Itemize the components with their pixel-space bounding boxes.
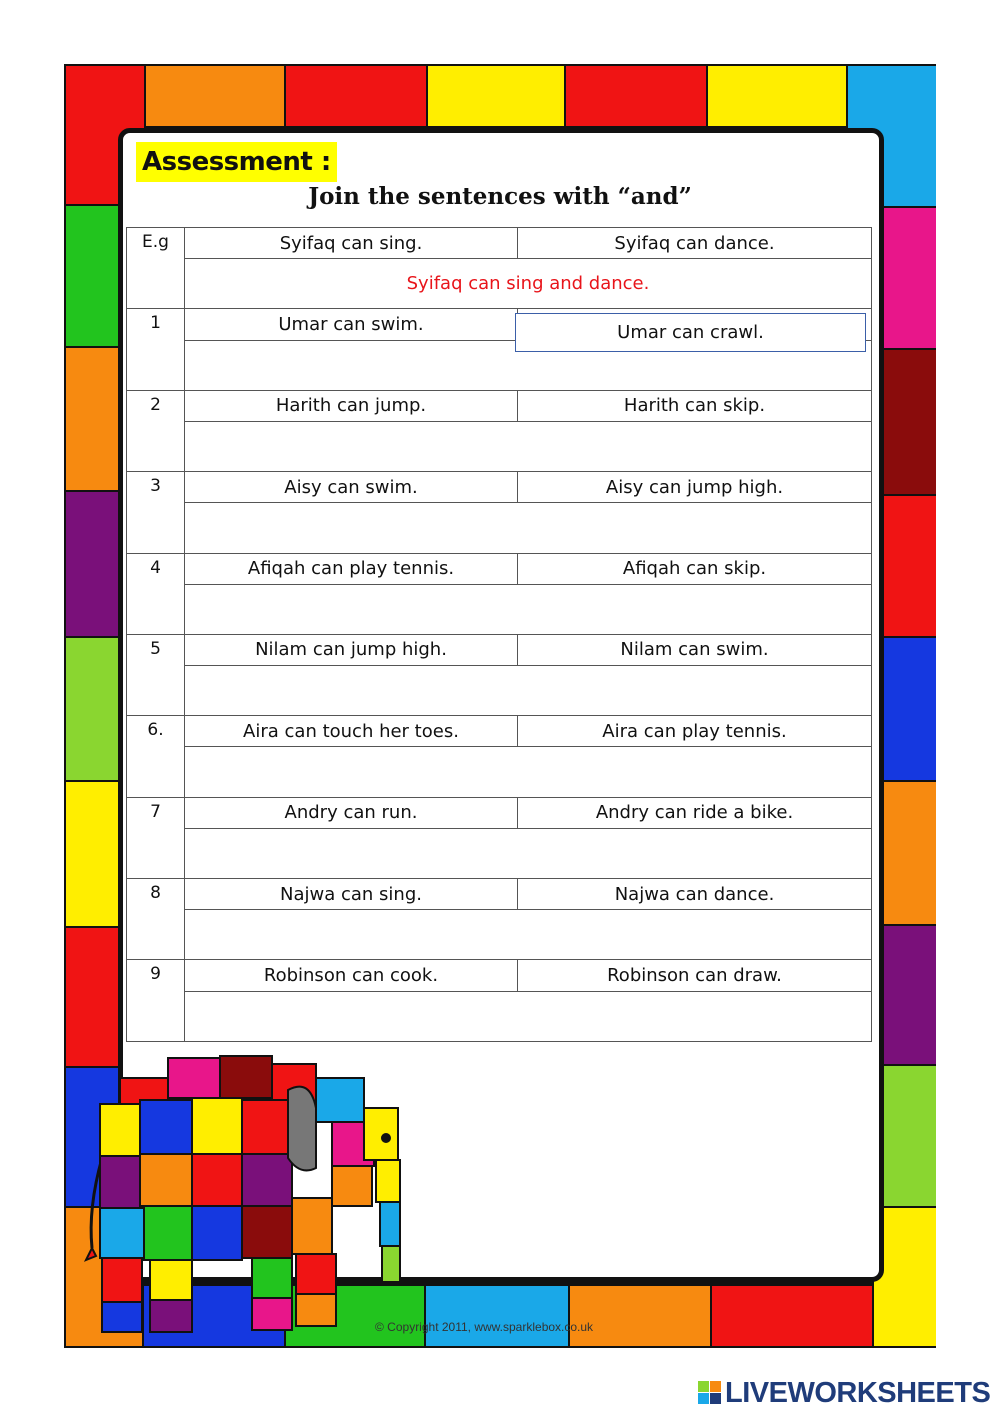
- border-tile: [564, 64, 708, 128]
- answer-input-4[interactable]: [185, 584, 872, 634]
- answer-input-7[interactable]: [185, 828, 872, 878]
- border-tile: [706, 64, 848, 128]
- border-tile: [64, 926, 120, 1068]
- table-row: [127, 797, 872, 828]
- border-tile: [710, 1284, 874, 1348]
- table-row: [127, 390, 872, 421]
- border-tile: [64, 490, 120, 638]
- row-number: 5: [127, 634, 185, 715]
- draggable-answer-box[interactable]: Umar can crawl.: [515, 313, 866, 352]
- border-tile: [144, 64, 286, 128]
- answer-input-8[interactable]: [185, 910, 872, 960]
- border-tile: [424, 1284, 570, 1348]
- row-number: 4: [127, 553, 185, 634]
- sentence-first: Andry can run.: [185, 797, 518, 828]
- sentence-first: Nilam can jump high.: [185, 634, 518, 665]
- row-number: 7: [127, 797, 185, 878]
- border-tile: [882, 636, 936, 782]
- row-number: 9: [127, 960, 185, 1042]
- border-tile: [882, 780, 936, 926]
- table-row: [127, 421, 872, 471]
- border-tile: [64, 780, 120, 928]
- assessment-title: Assessment :: [136, 142, 337, 182]
- border-tile: [882, 924, 936, 1066]
- instruction-heading: Join the sentences with “and”: [308, 183, 692, 210]
- example-answer: Syifaq can sing and dance.: [185, 259, 872, 309]
- table-row: [127, 472, 872, 503]
- example-label: E.g: [127, 228, 185, 309]
- border-tile: [882, 348, 936, 496]
- sentence-first: Syifaq can sing.: [185, 228, 518, 259]
- sentence-second: Afiqah can skip.: [518, 553, 872, 584]
- table-row: [127, 960, 872, 991]
- liveworksheets-logo-icon: [698, 1381, 722, 1405]
- row-number: 3: [127, 472, 185, 553]
- table-row: [127, 553, 872, 584]
- border-tile: [64, 346, 120, 492]
- answer-input-9[interactable]: [185, 991, 872, 1041]
- sentence-second: Robinson can draw.: [518, 960, 872, 991]
- border-tile: [882, 494, 936, 638]
- row-number: 1: [127, 309, 185, 390]
- sentence-first: Aira can touch her toes.: [185, 716, 518, 747]
- sentence-first: Afiqah can play tennis.: [185, 553, 518, 584]
- sentence-second: Harith can skip.: [518, 390, 872, 421]
- answer-input-5[interactable]: [185, 666, 872, 716]
- sentence-second: Aira can play tennis.: [518, 716, 872, 747]
- elephant-icon: [80, 1048, 410, 1348]
- answer-input-6[interactable]: [185, 747, 872, 797]
- liveworksheets-brand[interactable]: [698, 1376, 990, 1410]
- table-row: [127, 228, 872, 259]
- copyright-text: © Copyright 2011, www.sparklebox.co.uk: [375, 1320, 594, 1334]
- sentence-second: Najwa can dance.: [518, 879, 872, 910]
- table-row: [127, 259, 872, 309]
- sentence-first: Aisy can swim.: [185, 472, 518, 503]
- table-row: [127, 879, 872, 910]
- table-row: [127, 634, 872, 665]
- border-tile: [882, 206, 936, 350]
- answer-input-3[interactable]: [185, 503, 872, 553]
- border-tile: [284, 64, 428, 128]
- sentence-first: Harith can jump.: [185, 390, 518, 421]
- table-row: [127, 747, 872, 797]
- table-row: [127, 910, 872, 960]
- sentence-second: Aisy can jump high.: [518, 472, 872, 503]
- border-tile: [64, 636, 120, 782]
- table-row: [127, 584, 872, 634]
- row-number: 2: [127, 390, 185, 471]
- sentence-second: Nilam can swim.: [518, 634, 872, 665]
- table-row: [127, 828, 872, 878]
- table-row: [127, 666, 872, 716]
- brand-name: LIVEWORKSHEETS: [725, 1376, 991, 1409]
- sentence-first: Robinson can cook.: [185, 960, 518, 991]
- border-tile: [568, 1284, 712, 1348]
- answer-input-2[interactable]: [185, 421, 872, 471]
- border-tile: [64, 204, 120, 348]
- border-tile: [426, 64, 566, 128]
- row-number: 8: [127, 879, 185, 960]
- sentence-second: Andry can ride a bike.: [518, 797, 872, 828]
- table-row: [127, 716, 872, 747]
- row-number: 6.: [127, 716, 185, 797]
- border-tile: [882, 1064, 936, 1208]
- table-row: [127, 503, 872, 553]
- sentence-second: Syifaq can dance.: [518, 228, 872, 259]
- sentence-first: Najwa can sing.: [185, 879, 518, 910]
- sentence-first: Umar can swim.: [185, 309, 518, 340]
- table-row: [127, 991, 872, 1041]
